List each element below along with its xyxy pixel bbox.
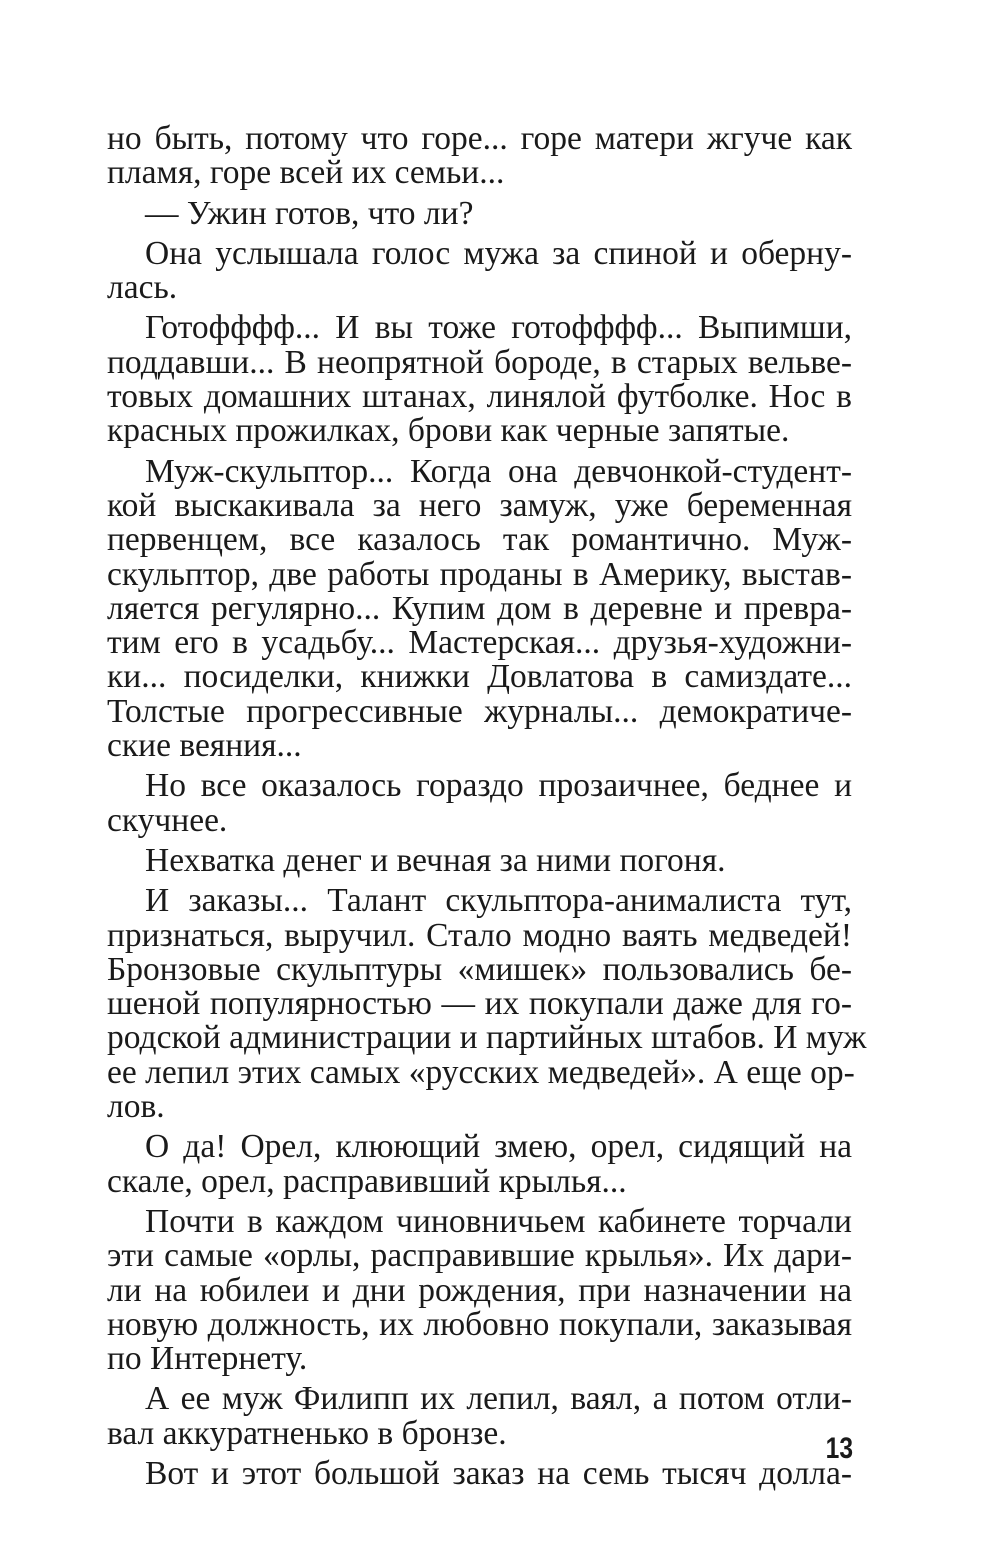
text-line: А ее муж Филипп их лепил, ваял, а потом отли- <box>145 1380 852 1418</box>
body-text <box>107 120 867 1492</box>
text-line: признаться, выручил. Стало модно ваять медведей! <box>107 916 852 954</box>
text-line: Почти в каждом чиновничьем кабинете торчали <box>145 1202 852 1240</box>
text-line: первенцем, все казалось так романтично. Муж- <box>107 521 852 559</box>
text-line: Она услышала голос мужа за спиной и оберну- <box>145 234 852 272</box>
text-line: ли на юбилеи и дни рождения, при назначении на <box>107 1271 852 1309</box>
text-line: Толстые прогрессивные журналы... демократиче- <box>107 692 852 730</box>
text-line: новую должность, их любовно покупали, заказывая <box>107 1305 852 1343</box>
text-line: скале, орел, расправивший крылья... <box>107 1162 627 1200</box>
text-line: поддавши... В неопрятной бороде, в старых вельве- <box>107 343 852 381</box>
text-line: родской администрации и партийных штабов. И муж <box>107 1019 867 1057</box>
text-line: пламя, горе всей их семьи... <box>107 154 505 192</box>
text-line: О да! Орел, клюющий змею, орел, сидящий на <box>145 1128 852 1166</box>
page-number: 13 <box>825 1432 853 1465</box>
text-line: Муж-скульптор... Когда она девчонкой-студент- <box>145 452 852 490</box>
text-line: эти самые «орлы, расправившие крылья». Их дари- <box>107 1237 852 1275</box>
text-line: ляется регулярно... Купим дом в деревне и превра- <box>107 589 852 627</box>
text-line: Но все оказалось гораздо прозаичнее, беднее и <box>145 767 852 805</box>
text-line: ские веяния... <box>107 727 302 765</box>
text-line: И заказы... Талант скульптора-анималиста тут, <box>145 882 852 920</box>
text-line: Бронзовые скульптуры «мишек» пользовались бе- <box>107 950 852 988</box>
text-line: ее лепил этих самых «русских медведей». А еще ор- <box>107 1053 855 1091</box>
text-line: по Интернету. <box>107 1340 308 1378</box>
text-line: красных прожилках, брови как черные запятые. <box>107 412 790 450</box>
text-line: Нехватка денег и вечная за ними погоня. <box>145 841 726 879</box>
text-line: Вот и этот большой заказ на семь тысяч долла- <box>145 1454 852 1492</box>
text-line: скульптор, две работы проданы в Америку, выстав- <box>107 555 852 593</box>
text-line: скучнее. <box>107 801 228 839</box>
text-line: — Ужин готов, что ли? <box>145 194 474 232</box>
text-line: вал аккуратненько в бронзе. <box>107 1414 507 1452</box>
text-line: товых домашних штанах, линялой футболке. Нос в <box>107 378 852 416</box>
text-line: ки... посиделки, книжки Довлатова в самиздате... <box>107 658 852 696</box>
text-line: лов. <box>107 1088 165 1126</box>
text-line: кой выскакивала за него замуж, уже беременная <box>107 486 852 524</box>
text-line: Готофффф... И вы тоже готофффф... Выпимши, <box>145 309 852 347</box>
text-line: но быть, потому что горе... горе матери жгуче как <box>107 120 852 157</box>
text-line: тим его в усадьбу... Мастерская... друзья-художни- <box>107 624 852 662</box>
text-line: шеной популярностью — их покупали даже для го- <box>107 985 852 1023</box>
text-line: лась. <box>107 269 178 307</box>
